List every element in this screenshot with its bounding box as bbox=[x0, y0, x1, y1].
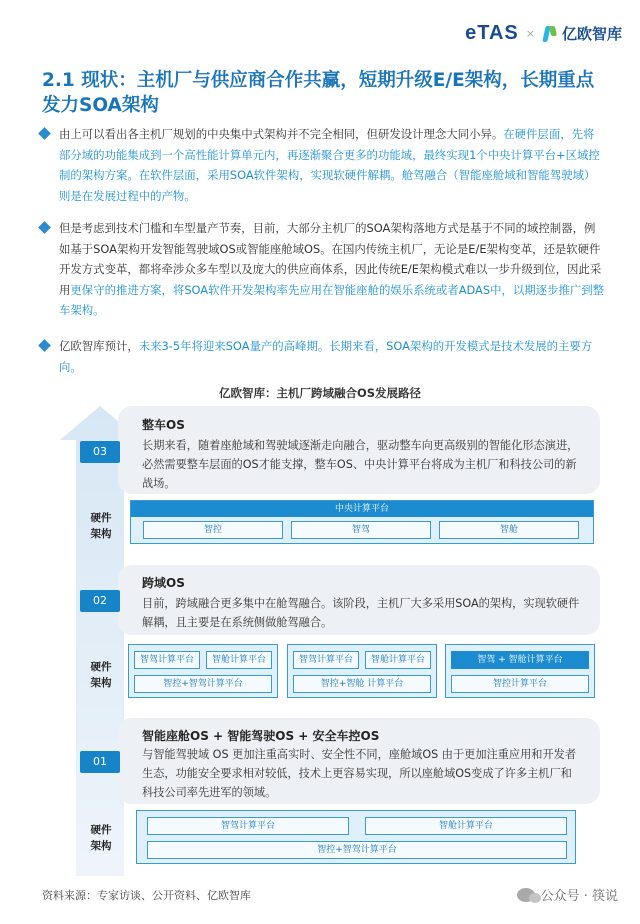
paragraph-2-highlight: 更保守的推进方案，将SOA软件开发架构率先应用在智能座舱的娱乐系统或者ADAS中，以期逐步推广到整车架构。 bbox=[59, 282, 604, 317]
source-note: 资料来源：专家访谈、公开资料、亿欧智库 bbox=[42, 889, 251, 902]
stage-02-text: 目前，跨域融合更多集中在舱驾融合。该阶段，主机厂大多采用SOA的架构，实现软硬件解耦，且主要是在系统侧做舱驾融合。 bbox=[142, 597, 580, 629]
stage-01-title: 智能座舱OS + 智能驾驶OS + 安全车控OS bbox=[142, 729, 380, 743]
stage-02-badge: 02 bbox=[80, 590, 120, 612]
etas-logo: eTAS bbox=[465, 22, 519, 44]
stage-03-badge: 03 bbox=[80, 441, 120, 463]
header-logos bbox=[465, 22, 622, 45]
hw2-group-2 bbox=[287, 644, 437, 698]
hw-label-2: 硬件架构 bbox=[90, 661, 112, 689]
paragraph-2-text: 但是考虑到技术门槛和车型量产节奏，目前，大部分主机厂的SOA架构落地方式是基于不同的域控制器，例如基于SOA架构开发智能驾驶域OS或智能座舱域OS。在国内传统主机厂，无论是E/E架构变革，还是软硬件开发方式变革，都将牵涉众多车型以及庞大的供应商体系，因此传统E/E架构模式难以一步升级到位，因此采用 bbox=[59, 221, 602, 297]
hw2-g1-zhicang: 智舱计算平台 bbox=[206, 651, 272, 669]
stage-03-text: 长期来看，随着座舱域和驾驶域逐渐走向融合，驱动整车向更高级别的智能化形态演进，必然需要整车层面的OS才能支撑，整车OS、中央计算平台将成为主机厂和科技公司的新战场。 bbox=[142, 439, 579, 490]
hw1-box bbox=[136, 810, 576, 864]
paragraph-2 bbox=[42, 218, 604, 321]
paragraph-3 bbox=[42, 336, 604, 377]
paragraph-1 bbox=[42, 124, 604, 206]
diamond-bullet-icon bbox=[38, 127, 51, 140]
stage-01-panel bbox=[118, 718, 600, 804]
hw3-cell-zhikong: 智控 bbox=[143, 521, 283, 539]
hw-label-3: 硬件架构 bbox=[90, 512, 112, 540]
page-title: 2.1 现状：主机厂与供应商合作共赢，短期升级E/E架构，长期重点发力SOA架构 bbox=[42, 70, 595, 116]
diamond-bullet-icon bbox=[38, 339, 51, 352]
hw3-cell-zhijia: 智驾 bbox=[291, 521, 431, 539]
hw3-cell-zhicang: 智舱 bbox=[439, 521, 579, 539]
stage-03-title: 整车OS bbox=[142, 418, 185, 432]
hw2-g3-bottom: 智控计算平台 bbox=[451, 675, 589, 693]
wechat-watermark bbox=[517, 885, 618, 904]
hw2-g1-bottom: 智控+智驾计算平台 bbox=[134, 675, 272, 693]
stage-03-panel bbox=[118, 406, 600, 494]
diamond-bullet-icon bbox=[38, 221, 51, 234]
hw1-zhicang: 智舱计算平台 bbox=[365, 817, 567, 835]
paragraph-3-text: 亿欧智库预计， bbox=[59, 339, 139, 353]
hw3-box bbox=[130, 500, 594, 544]
paragraph-1-highlight: 在硬件层面，先将部分域的功能集成到一个高性能计算单元内，再逐渐聚合更多的功能域，最终实现1个中央计算平台+区域控制的架构方案。在软件层面，采用SOA软件架构，实现软硬件解耦。舱驾融合（智能座舱域和智能驾驶域）则是在发展过程中的产物。 bbox=[59, 127, 600, 203]
paragraph-3-highlight: 未来3-5年将迎来SOA量产的高峰期。长期来看，SOA架构的开发模式是技术发展的主要方向。 bbox=[59, 339, 593, 374]
hw2-g1-zhijia: 智驾计算平台 bbox=[134, 651, 200, 669]
paragraph-1-text: 由上可以看出各主机厂规划的中央集中式架构并不完全相同，但研发设计理念大同小异。 bbox=[59, 127, 504, 141]
stage-01-badge: 01 bbox=[80, 751, 120, 773]
hw2-g2-zhijia: 智驾计算平台 bbox=[293, 651, 359, 669]
hw2-g3-top: 智驾 + 智舱计算平台 bbox=[451, 651, 589, 669]
logo-separator: × bbox=[525, 27, 535, 40]
chart-title: 亿欧智库：主机厂跨域融合OS发展路径 bbox=[218, 386, 422, 400]
wechat-icon bbox=[517, 888, 535, 902]
hw3-central-platform: 中央计算平台 bbox=[131, 501, 593, 517]
hw-label-1: 硬件架构 bbox=[90, 824, 112, 852]
hw1-zhijia: 智驾计算平台 bbox=[147, 817, 349, 835]
stage-02-title: 跨域OS bbox=[142, 576, 185, 590]
hw1-bottom: 智控+智驾计算平台 bbox=[147, 841, 567, 859]
hw2-group-3 bbox=[445, 644, 595, 698]
hw2-g2-zhicang: 智舱计算平台 bbox=[365, 651, 431, 669]
hw2-g2-bottom: 智控+智舱 计算平台 bbox=[293, 675, 431, 693]
hw2-group-1 bbox=[128, 644, 278, 698]
yiou-logo-icon bbox=[542, 24, 558, 44]
stage-01-text: 与智能驾驶域 OS 更加注重高实时、安全性不同，座舱域OS 由于更加注重应用和开发者生态，功能安全要求相对较低，技术上更容易实现，所以座舱域OS变成了许多主机厂和科技公司率先进军的领域。 bbox=[142, 748, 577, 799]
yiou-logo-text: 亿欧智库 bbox=[561, 25, 622, 43]
wechat-account: 公众号 · 筷说 bbox=[540, 889, 618, 904]
stage-02-panel bbox=[118, 565, 600, 635]
